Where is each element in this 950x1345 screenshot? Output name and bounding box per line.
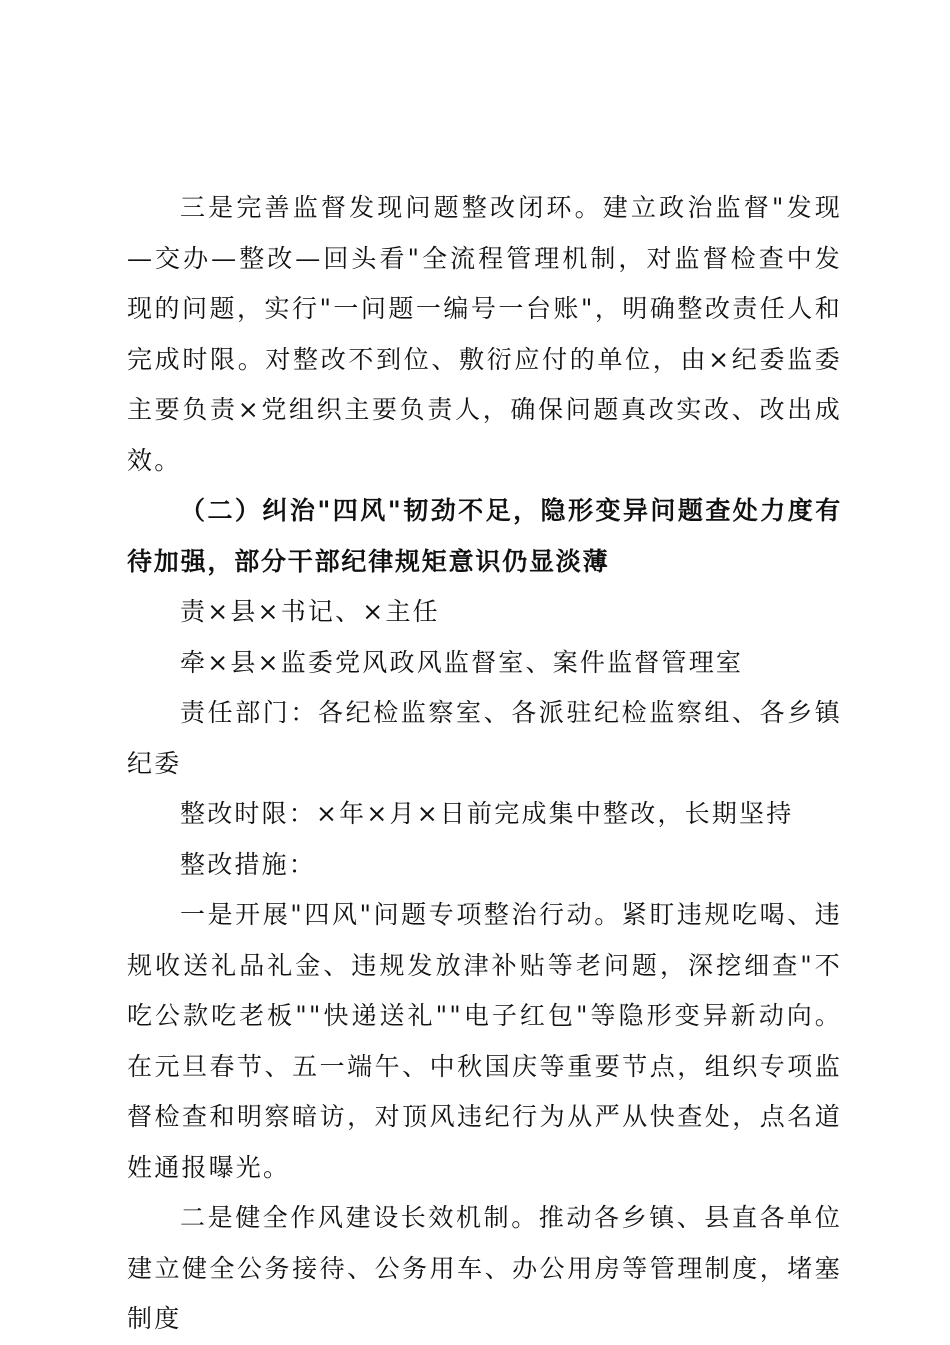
section-heading-four-styles: （二）纠治"四风"韧劲不足，隐形变异问题查处力度有待加强，部分干部纪律规矩意识仍显淡薄 [127, 496, 842, 576]
paragraph-lead-departments: 牵×县×监委党风政风监督室、案件监督管理室 [180, 647, 744, 677]
document-body [127, 183, 842, 1345]
paragraph-rectification-deadline: 整改时限：×年×月×日前完成集中整改，长期坚持 [180, 799, 794, 828]
paragraph-long-term-mechanism: 二是健全作风建设长效机制。推动各乡镇、县直各单位建立健全公务接待、公务用车、办公用房等管理制度，堵塞制度 [127, 1203, 842, 1333]
paragraph-responsible-leaders: 责×县×书记、×主任 [180, 597, 440, 626]
paragraph-closed-loop-rectification: 三是完善监督发现问题整改闭环。建立政治监督"发现—交办—整改—回头看"全流程管理机制，对监督检查中发现的问题，实行"一问题一编号一台账"，明确整改责任人和完成时限。对整改不到位、敷衍应付的单位，由×纪委监委主要负责×党组织主要负责人，确保问题真改实改、改出成效。 [127, 193, 842, 475]
paragraph-special-campaign: 一是开展"四风"问题专项整治行动。紧盯违规吃喝、违规收送礼品礼金、违规发放津补贴等老问题，深挖细查"不吃公款吃老板""快递送礼""电子红包"等隐形变异新动向。在元旦春节、五一端午、中秋国庆等重要节点，组织专项监督检查和明察暗访，对顶风违纪行为从严从快查处，点名道姓通报曝光。 [127, 900, 842, 1182]
paragraph-responsible-departments: 责任部门：各纪检监察室、各派驻纪检监察组、各乡镇纪委 [127, 698, 842, 778]
paragraph-rectification-measures-label: 整改措施： [180, 849, 317, 879]
